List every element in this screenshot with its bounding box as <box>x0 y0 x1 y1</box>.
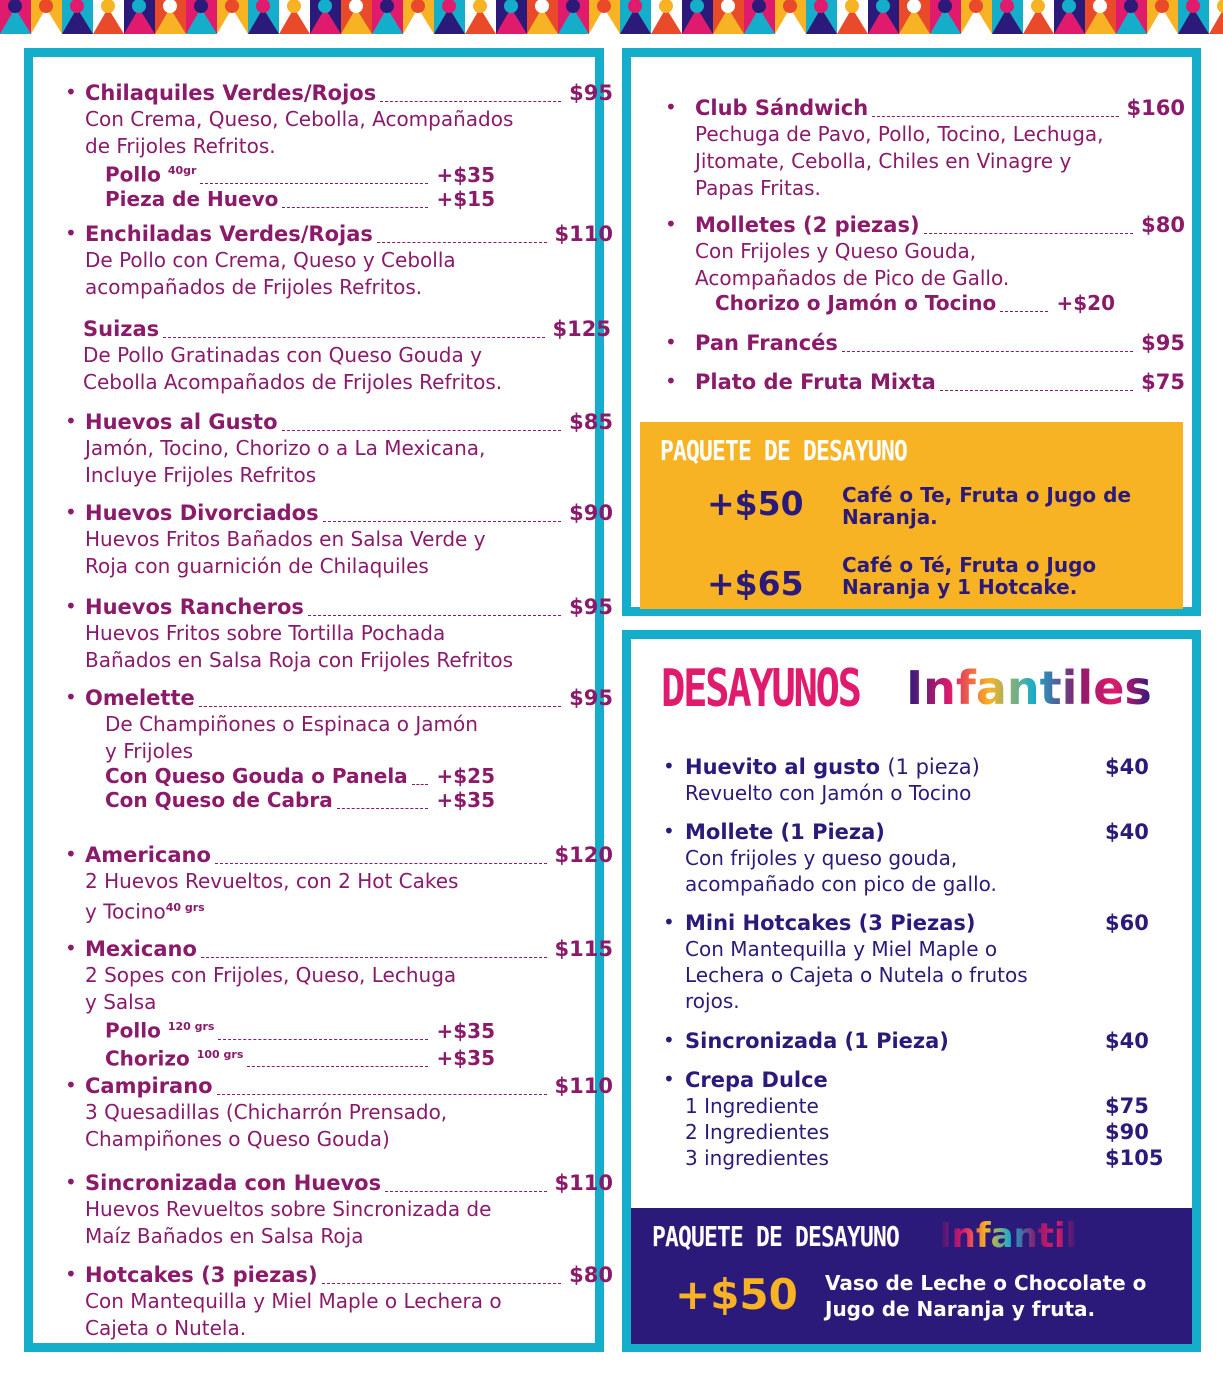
item-description <box>105 711 613 737</box>
leader-dots <box>385 1191 546 1192</box>
leader-dots <box>322 1283 562 1284</box>
description-line: Huevos Fritos sobre Tortilla Pochada <box>85 621 446 645</box>
right_top-item <box>665 95 1185 201</box>
item-description <box>85 1126 613 1152</box>
right_top-item <box>665 369 1185 394</box>
item-name: Chilaquiles Verdes/Rojos <box>85 81 377 105</box>
addon-weight: 100 grs <box>196 1047 244 1061</box>
item-price: $95 <box>1141 331 1185 355</box>
bullet-icon: • <box>65 409 77 433</box>
kids-item-header <box>663 1067 1165 1093</box>
item-addon <box>105 1015 495 1043</box>
left-item <box>65 409 613 488</box>
item-header <box>665 330 1185 355</box>
description-line: Cebolla Acompañados de Frijoles Refritos. <box>83 370 503 394</box>
item-addon <box>105 159 495 187</box>
left-item <box>65 221 613 300</box>
kids-item-label: Sincronizada (1 Pieza) <box>685 1029 949 1053</box>
item-description <box>85 1196 613 1222</box>
item-price: $90 <box>569 501 613 525</box>
leader-dots <box>380 101 561 102</box>
right_top-item <box>665 212 1185 315</box>
item-name: Huevos Rancheros <box>85 595 304 619</box>
description-line: Champiñones o Queso Gouda) <box>85 1127 390 1151</box>
leader-dots <box>200 183 428 184</box>
crepa-option <box>685 1119 1165 1145</box>
item-name: Sincronizada con Huevos <box>85 1171 382 1195</box>
item-price: $95 <box>569 686 613 710</box>
kids-breakfast-package <box>631 1208 1192 1344</box>
item-name: Plato de Fruta Mixta <box>695 370 936 394</box>
bullet-icon: • <box>663 1028 675 1052</box>
addon-label: Con Queso Gouda o Panela <box>105 764 408 788</box>
description-line: 2 Huevos Revueltos, con 2 Hot Cakes <box>85 869 459 893</box>
description-line: Huevos Revueltos sobre Sincronizada de <box>85 1197 492 1221</box>
description-line: Incluye Frijoles Refritos <box>85 463 317 487</box>
addon-name <box>105 1015 214 1043</box>
item-addon <box>715 291 1115 315</box>
package-desc-1: Café o Te, Fruta o Jugo de Naranja. <box>842 483 1132 529</box>
item-header <box>65 500 613 525</box>
item-price: $75 <box>1141 370 1185 394</box>
left-item <box>65 594 613 673</box>
description-line: Roja con guarnición de Chilaquiles <box>85 554 429 578</box>
option-label: 1 Ingrediente <box>685 1094 819 1118</box>
option-price: $90 <box>1105 1120 1149 1144</box>
left-item <box>65 685 613 812</box>
kids-title-main: DESAYUNOS <box>661 659 860 719</box>
description-line: 2 Sopes con Frijoles, Queso, Lechuga <box>85 963 457 987</box>
kids-item <box>663 1028 1165 1054</box>
bullet-icon: • <box>65 685 77 709</box>
right_top-item <box>665 330 1185 355</box>
kids-title <box>661 659 1152 719</box>
bullet-icon: • <box>663 754 675 778</box>
kids-item-header <box>663 754 1165 780</box>
item-name: Omelette <box>85 686 195 710</box>
item-price: $80 <box>1141 213 1185 237</box>
description-line: Cajeta o Nutela. <box>85 1316 247 1340</box>
addon-label: Chorizo o Jamón o Tocino <box>715 291 997 315</box>
bullet-icon: • <box>65 842 77 866</box>
addon-price: +$15 <box>436 186 495 211</box>
item-description <box>695 175 1185 201</box>
item-header <box>65 409 613 434</box>
addon-weight: 120 grs <box>167 1020 215 1033</box>
package-title: PAQUETE DE DESAYUNO <box>660 434 908 467</box>
leader-dots <box>308 615 561 616</box>
kids-item-name <box>685 754 980 780</box>
description-line: Con Crema, Queso, Cebolla, Acompañados <box>85 107 514 131</box>
item-header <box>65 1073 613 1098</box>
item-description <box>85 1223 613 1249</box>
item-header <box>65 1262 613 1287</box>
leader-dots <box>1000 311 1048 312</box>
addon-label: Chorizo <box>105 1046 190 1071</box>
addon-name <box>105 764 408 788</box>
item-addon <box>105 1043 495 1071</box>
item-addon <box>105 187 495 211</box>
item-description <box>85 1315 613 1341</box>
package-desc-2: Café o Té, Fruta o Jugo Naranja y 1 Hotcake. <box>842 553 1097 599</box>
kids-item-price: $40 <box>1105 1029 1149 1053</box>
item-header <box>65 80 613 105</box>
kids-item-name <box>685 1067 828 1093</box>
description-sup: 40 grs <box>165 901 205 914</box>
description-line: y Salsa <box>85 990 157 1014</box>
left-item <box>65 500 613 579</box>
addon-price: +$35 <box>436 1018 495 1043</box>
option-label: 3 ingredientes <box>685 1146 829 1170</box>
addon-label: Pollo <box>105 1018 161 1043</box>
item-description <box>85 1288 613 1314</box>
kids-item <box>663 754 1165 806</box>
description-line: de Frijoles Refritos. <box>85 134 276 158</box>
addon-name <box>715 291 996 315</box>
kids-item-description: acompañado con pico de gallo. <box>685 872 997 896</box>
kids-package-desc: Vaso de Leche o Chocolate o Jugo de Naranja y fruta. <box>825 1271 1147 1321</box>
bullet-icon: • <box>65 1262 77 1286</box>
item-name: Suizas <box>83 317 160 341</box>
kids-item-extra: (1 pieza) <box>887 755 980 779</box>
leader-dots <box>163 337 544 338</box>
bullet-icon: • <box>663 819 675 843</box>
description-line: Jitomate, Cebolla, Chiles en Vinagre y <box>695 149 1072 173</box>
kids-item <box>663 910 1165 1014</box>
description-line: Con Frijoles y Queso Gouda, <box>695 239 977 263</box>
item-description <box>85 435 613 461</box>
item-header <box>65 936 613 961</box>
item-name: Hotcakes (3 piezas) <box>85 1263 318 1287</box>
package-price-2: +$65 <box>707 564 804 603</box>
kids-item-description: rojos. <box>685 989 740 1013</box>
left-item <box>83 317 611 395</box>
item-description <box>85 895 613 925</box>
kids-item-label: Mollete (1 Pieza) <box>685 820 885 844</box>
leader-dots <box>337 808 429 809</box>
description-line: Con Mantequilla y Miel Maple o Lechera o <box>85 1289 502 1313</box>
item-price: $80 <box>569 1263 613 1287</box>
bullet-icon: • <box>65 500 77 524</box>
item-price: $120 <box>554 843 613 867</box>
kids-item-name <box>685 819 885 845</box>
item-description <box>695 148 1185 174</box>
kids-item-price: $40 <box>1105 755 1149 779</box>
kids-package-title: PAQUETE DE DESAYUNO <box>652 1220 900 1253</box>
option-price: $105 <box>1105 1146 1164 1170</box>
description-line: 3 Quesadillas (Chicharrón Prensado, <box>85 1100 448 1124</box>
kids-item-label: Crepa Dulce <box>685 1068 828 1092</box>
bullet-icon: • <box>663 1067 675 1091</box>
item-price: $125 <box>552 317 611 341</box>
description-line: De Champiñones o Espinaca o Jamón <box>105 712 478 736</box>
description-line: Huevos Fritos Bañados en Salsa Verde y <box>85 527 486 551</box>
description-line: Acompañados de Pico de Gallo. <box>695 266 1010 290</box>
description-line: acompañados de Frijoles Refritos. <box>85 275 423 299</box>
script-title-text: Infantiles <box>906 661 1152 715</box>
item-description <box>85 868 613 894</box>
leader-dots <box>323 521 562 522</box>
leader-dots <box>218 1039 428 1040</box>
item-price: $95 <box>569 81 613 105</box>
addon-label: Pieza de Huevo <box>105 186 279 211</box>
option-price: $75 <box>1105 1094 1149 1118</box>
bullet-icon: • <box>65 1170 77 1194</box>
script-title-text: Infantil <box>939 1216 1078 1256</box>
kids-item-description: Con Mantequilla y Miel Maple o <box>685 937 998 961</box>
item-description <box>85 647 613 673</box>
item-description <box>85 526 613 552</box>
item-description <box>85 1099 613 1125</box>
kids-item-description: Revuelto con Jamón o Tocino <box>685 781 972 805</box>
left-item <box>65 936 613 1071</box>
bullet-icon: • <box>65 221 77 245</box>
option-label: 2 Ingredientes <box>685 1120 830 1144</box>
addon-weight: 40gr <box>167 164 197 177</box>
bullet-icon: • <box>665 330 677 354</box>
bullet-icon: • <box>65 1073 77 1097</box>
leader-dots <box>940 390 1133 391</box>
left-item <box>65 1262 613 1341</box>
kids-menu-panel <box>622 630 1201 1352</box>
bullet-icon: • <box>665 95 677 119</box>
item-header <box>65 1170 613 1195</box>
kids-item-header <box>663 910 1165 936</box>
addon-price: +$35 <box>436 788 495 812</box>
item-header <box>65 842 613 867</box>
item-header <box>65 594 613 619</box>
item-description <box>695 265 1185 291</box>
item-description <box>695 238 1185 264</box>
item-name: Club Sándwich <box>695 96 869 120</box>
addon-price: +$35 <box>436 162 495 187</box>
item-name: Huevos Divorciados <box>85 501 319 525</box>
leader-dots <box>217 1094 547 1095</box>
leader-dots <box>247 1066 428 1067</box>
item-name: Enchiladas Verdes/Rojas <box>85 222 373 246</box>
description-line: De Pollo Gratinadas con Queso Gouda y <box>83 343 482 367</box>
bullet-icon: • <box>665 369 677 393</box>
leader-dots <box>282 207 428 208</box>
sandwich-menu-panel <box>622 48 1201 616</box>
bullet-icon: • <box>65 80 77 104</box>
leader-dots <box>199 706 561 707</box>
addon-label: Pollo <box>105 162 161 187</box>
item-description <box>85 462 613 488</box>
item-description <box>85 247 613 273</box>
kids-item-description: Lechera o Cajeta o Nutela o frutos <box>685 963 1028 987</box>
kids-item-header <box>663 1028 1165 1054</box>
addon-price: +$20 <box>1056 291 1115 315</box>
kids-item <box>663 819 1165 897</box>
item-price: $110 <box>554 1074 613 1098</box>
item-header <box>65 221 613 246</box>
item-price: $160 <box>1126 96 1185 120</box>
leader-dots <box>924 233 1134 234</box>
item-description <box>85 989 613 1015</box>
addon-name <box>105 159 196 187</box>
item-description <box>85 106 613 132</box>
kids-item-price <box>1105 1067 1165 1093</box>
description-line: Pechuga de Pavo, Pollo, Tocino, Lechuga, <box>695 122 1104 146</box>
description-line: y Tocino <box>85 899 166 924</box>
addon-price: +$35 <box>436 1046 495 1071</box>
addon-price: +$25 <box>436 764 495 788</box>
leader-dots <box>872 116 1118 117</box>
description-line: Bañados en Salsa Roja con Frijoles Refritos <box>85 648 514 672</box>
addon-label: Con Queso de Cabra <box>105 788 333 812</box>
item-description <box>85 620 613 646</box>
item-header <box>83 317 611 341</box>
item-description <box>695 121 1185 147</box>
bullet-icon: • <box>65 936 77 960</box>
item-price: $110 <box>554 1171 613 1195</box>
item-description <box>85 553 613 579</box>
decorative-banner <box>0 0 1223 34</box>
left-item <box>65 1170 613 1249</box>
item-description <box>83 342 611 368</box>
item-price: $110 <box>554 222 613 246</box>
item-description <box>85 133 613 159</box>
leader-dots <box>412 784 429 785</box>
item-description <box>83 369 611 395</box>
description-line: Maíz Bañados en Salsa Roja <box>85 1224 364 1248</box>
item-price: $85 <box>569 410 613 434</box>
leader-dots <box>215 863 547 864</box>
item-description <box>85 962 613 988</box>
item-description <box>105 738 613 764</box>
leader-dots <box>842 351 1133 352</box>
kids-item-price: $40 <box>1105 820 1149 844</box>
item-name: Huevos al Gusto <box>85 410 278 434</box>
kids-package-price: +$50 <box>675 1270 798 1319</box>
bullet-icon: • <box>663 910 675 934</box>
leader-dots <box>201 957 547 958</box>
item-description <box>85 274 613 300</box>
kids-item-label: Mini Hotcakes (3 Piezas) <box>685 911 976 935</box>
item-header <box>665 212 1185 237</box>
addon-name <box>105 788 333 812</box>
kids-title-script <box>906 661 1152 715</box>
item-name: Campirano <box>85 1074 213 1098</box>
breakfast-package <box>640 422 1183 609</box>
package-price-1: +$50 <box>707 484 804 523</box>
item-name: Americano <box>85 843 211 867</box>
addon-name <box>105 1043 243 1071</box>
item-price: $95 <box>569 595 613 619</box>
description-line: De Pollo con Crema, Queso y Cebolla <box>85 248 456 272</box>
kids-item-description: Con frijoles y queso gouda, <box>685 846 958 870</box>
addon-name <box>105 187 278 211</box>
kids-item-price: $60 <box>1105 911 1149 935</box>
left-item <box>65 80 613 211</box>
kids-item-name <box>685 1028 949 1054</box>
crepa-option <box>685 1093 1165 1119</box>
crepa-option <box>685 1145 1165 1171</box>
leader-dots <box>377 242 547 243</box>
item-header <box>65 685 613 710</box>
kids-item-header <box>663 819 1165 845</box>
main-menu-panel <box>24 48 613 1352</box>
item-header <box>665 369 1185 394</box>
left-item <box>65 842 613 925</box>
leader-dots <box>282 430 562 431</box>
kids-item-label: Huevito al gusto <box>685 755 881 779</box>
item-price: $115 <box>554 937 613 961</box>
item-name: Pan Francés <box>695 331 838 355</box>
item-name: Mexicano <box>85 937 197 961</box>
description-line: y Frijoles <box>105 739 194 763</box>
description-line: Jamón, Tocino, Chorizo o a La Mexicana, <box>85 436 486 460</box>
bullet-icon: • <box>65 594 77 618</box>
kids-package-script <box>939 1216 1077 1256</box>
item-header <box>665 95 1185 120</box>
item-name: Molletes (2 piezas) <box>695 213 920 237</box>
pattern-decoration <box>0 0 1223 34</box>
kids-item <box>663 1067 1165 1171</box>
item-addon <box>105 764 495 788</box>
description-line: Papas Fritas. <box>695 176 821 200</box>
kids-item-name <box>685 910 976 936</box>
left-item <box>65 1073 613 1152</box>
bullet-icon: • <box>665 212 677 236</box>
item-addon <box>105 788 495 812</box>
